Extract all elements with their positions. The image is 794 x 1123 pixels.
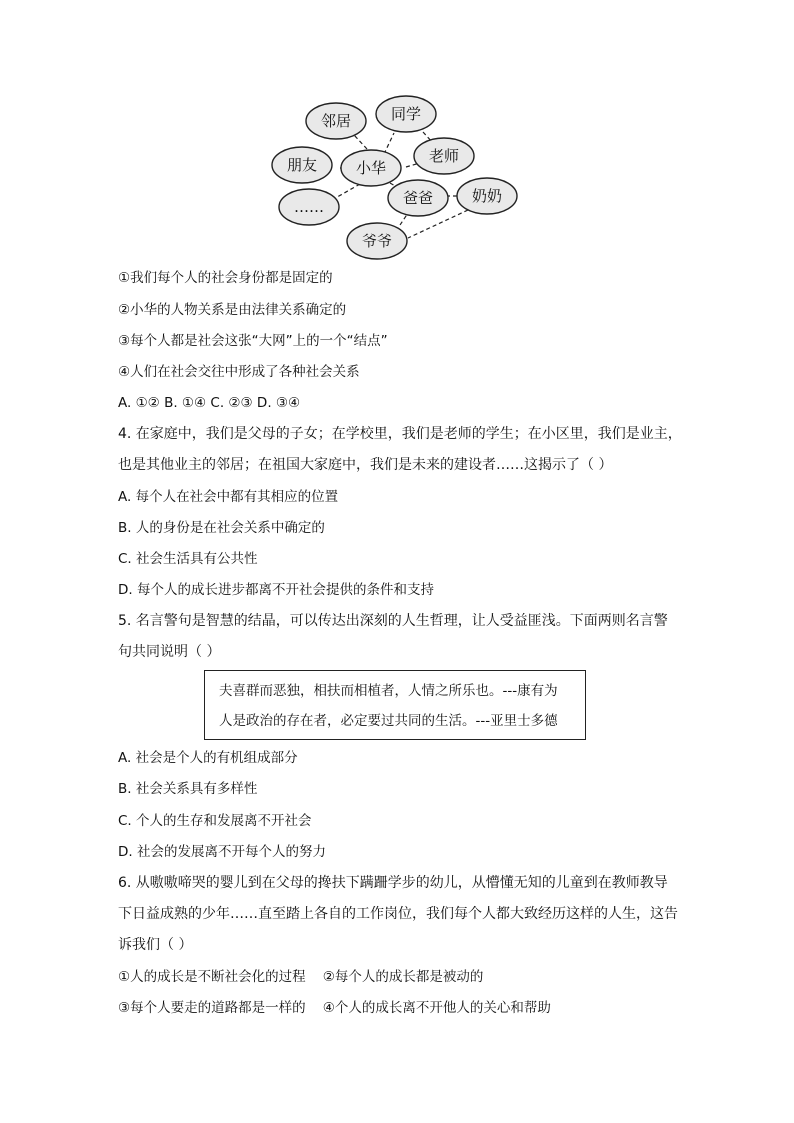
relationship-diagram-svg [262, 92, 532, 267]
q3-option-4: ④人们在社会交往中形成了各种社会关系 [118, 364, 360, 380]
node-label-teacher: 老师 [428, 147, 460, 165]
q5-option-c: C. 个人的生存和发展离不开社会 [118, 813, 312, 829]
q6-options-row1: ①人的成长是不断社会化的过程 ②每个人的成长都是被动的 [118, 969, 484, 985]
quote-kang-youwei: 夫喜群而恶独，相扶而相植者，人情之所乐也。---康有为 [219, 683, 558, 699]
q4-option-a: A. 每个人在社会中都有其相应的位置 [118, 489, 339, 505]
q5-option-b: B. 社会关系具有多样性 [118, 781, 258, 797]
q6-stem-line3: 诉我们（ ） [118, 937, 193, 953]
q3-option-2: ②小华的人物关系是由法律关系确定的 [118, 302, 347, 318]
node-label-dad: 爸爸 [402, 189, 434, 207]
node-label-friend: 朋友 [286, 156, 318, 174]
q6-options-row2: ③每个人要走的道路都是一样的 ④个人的成长离不开他人的关心和帮助 [118, 1000, 551, 1016]
relationship-diagram [262, 92, 532, 267]
q4-option-d: D. 每个人的成长进步都离不开社会提供的条件和支持 [118, 582, 434, 598]
node-label-grandpa: 爷爷 [361, 232, 393, 250]
q4-stem-line1: 4. 在家庭中，我们是父母的子女；在学校里，我们是老师的学生；在小区里，我们是业主， [118, 426, 682, 442]
node-label-etc: …… [294, 198, 324, 216]
q5-stem-line2: 句共同说明（ ） [118, 644, 221, 660]
link-etc [332, 184, 360, 200]
link-neighbor [354, 135, 367, 149]
q6-stem-line1: 6. 从嗷嗷啼哭的婴儿到在父母的搀扶下蹒跚学步的幼儿，从懵懂无知的儿童到在教师教导 [118, 875, 668, 891]
q5-option-d: D. 社会的发展离不开每个人的努力 [118, 844, 326, 860]
q3-option-1: ①我们每个人的社会身份都是固定的 [118, 270, 333, 286]
q3-option-3: ③每个人都是社会这张“大网”上的一个“结点” [118, 333, 388, 349]
q5-stem-line1: 5. 名言警句是智慧的结晶，可以传达出深刻的人生哲理，让人受益匪浅。下面两则名言警 [118, 613, 668, 629]
q4-option-c: C. 社会生活具有公共性 [118, 551, 258, 567]
node-label-grandma: 奶奶 [471, 187, 503, 205]
quote-box [204, 670, 586, 740]
node-label-center: 小华 [355, 159, 387, 177]
node-label-classmate: 同学 [390, 105, 422, 123]
q4-stem-line2: 也是其他业主的邻居；在祖国大家庭中，我们是未来的建设者……这揭示了（ ） [118, 457, 613, 473]
q5-option-a: A. 社会是个人的有机组成部分 [118, 750, 298, 766]
q4-option-b: B. 人的身份是在社会关系中确定的 [118, 520, 325, 536]
node-label-neighbor: 邻居 [320, 112, 352, 130]
q6-stem-line2: 下日益成熟的少年……直至踏上各自的工作岗位，我们每个人都大致经历这样的人生，这告 [118, 906, 678, 922]
quote-aristotle: 人是政治的存在者，必定要过共同的生活。---亚里士多德 [219, 713, 558, 729]
link-classmate [384, 133, 394, 154]
q3-choices: A. ①② B. ①④ C. ②③ D. ③④ [118, 395, 301, 411]
